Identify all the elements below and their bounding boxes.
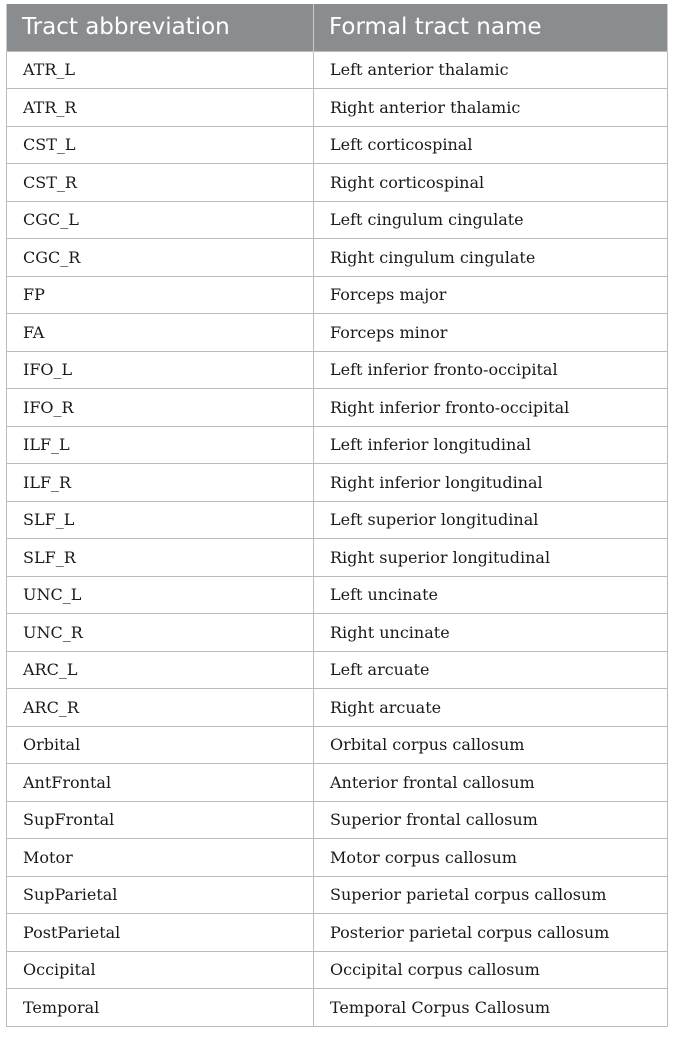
cell-formal-tract-name: Left superior longitudinal [314, 501, 668, 539]
cell-formal-tract-name: Temporal Corpus Callosum [314, 989, 668, 1027]
cell-formal-tract-name: Motor corpus callosum [314, 839, 668, 877]
cell-tract-abbreviation: ARC_L [7, 651, 314, 689]
cell-tract-abbreviation: ILF_R [7, 464, 314, 502]
cell-formal-tract-name: Superior parietal corpus callosum [314, 876, 668, 914]
cell-formal-tract-name: Left uncinate [314, 576, 668, 614]
cell-tract-abbreviation: IFO_L [7, 351, 314, 389]
cell-tract-abbreviation: SLF_L [7, 501, 314, 539]
cell-tract-abbreviation: CST_R [7, 164, 314, 202]
table-row [7, 801, 668, 839]
table-row [7, 239, 668, 277]
cell-formal-tract-name: Left arcuate [314, 651, 668, 689]
table-row [7, 876, 668, 914]
table-row [7, 614, 668, 652]
cell-tract-abbreviation: SupParietal [7, 876, 314, 914]
cell-formal-tract-name: Right uncinate [314, 614, 668, 652]
table-row [7, 651, 668, 689]
table-row [7, 314, 668, 352]
cell-tract-abbreviation: FA [7, 314, 314, 352]
cell-formal-tract-name: Posterior parietal corpus callosum [314, 914, 668, 952]
table-row [7, 389, 668, 427]
cell-formal-tract-name: Right inferior fronto-occipital [314, 389, 668, 427]
header-formal-tract-name: Formal tract name [314, 4, 668, 51]
cell-formal-tract-name: Anterior frontal callosum [314, 764, 668, 802]
table-row [7, 989, 668, 1027]
cell-tract-abbreviation: UNC_R [7, 614, 314, 652]
cell-formal-tract-name: Left inferior longitudinal [314, 426, 668, 464]
table-row [7, 464, 668, 502]
cell-formal-tract-name: Right superior longitudinal [314, 539, 668, 577]
cell-tract-abbreviation: Occipital [7, 951, 314, 989]
table-body [7, 51, 668, 1026]
cell-tract-abbreviation: Orbital [7, 726, 314, 764]
table-row [7, 126, 668, 164]
table-row [7, 951, 668, 989]
cell-tract-abbreviation: CST_L [7, 126, 314, 164]
cell-formal-tract-name: Orbital corpus callosum [314, 726, 668, 764]
table-row [7, 89, 668, 127]
cell-tract-abbreviation: CGC_R [7, 239, 314, 277]
table-row [7, 51, 668, 89]
table-row [7, 576, 668, 614]
cell-tract-abbreviation: SLF_R [7, 539, 314, 577]
cell-formal-tract-name: Left anterior thalamic [314, 51, 668, 89]
cell-tract-abbreviation: ILF_L [7, 426, 314, 464]
cell-tract-abbreviation: ARC_R [7, 689, 314, 727]
cell-tract-abbreviation: ATR_R [7, 89, 314, 127]
table-header [7, 4, 668, 51]
cell-formal-tract-name: Forceps major [314, 276, 668, 314]
cell-formal-tract-name: Right inferior longitudinal [314, 464, 668, 502]
cell-tract-abbreviation: CGC_L [7, 201, 314, 239]
cell-formal-tract-name: Right anterior thalamic [314, 89, 668, 127]
cell-formal-tract-name: Right arcuate [314, 689, 668, 727]
cell-formal-tract-name: Occipital corpus callosum [314, 951, 668, 989]
tract-table [6, 4, 668, 1027]
table-row [7, 726, 668, 764]
table-row [7, 276, 668, 314]
table-row [7, 914, 668, 952]
table-row [7, 539, 668, 577]
table-row [7, 426, 668, 464]
cell-formal-tract-name: Right corticospinal [314, 164, 668, 202]
cell-formal-tract-name: Left corticospinal [314, 126, 668, 164]
header-row [7, 4, 668, 51]
cell-tract-abbreviation: SupFrontal [7, 801, 314, 839]
cell-tract-abbreviation: Motor [7, 839, 314, 877]
cell-tract-abbreviation: IFO_R [7, 389, 314, 427]
cell-tract-abbreviation: FP [7, 276, 314, 314]
table-row [7, 764, 668, 802]
table-row [7, 164, 668, 202]
cell-tract-abbreviation: UNC_L [7, 576, 314, 614]
cell-formal-tract-name: Left inferior fronto-occipital [314, 351, 668, 389]
cell-formal-tract-name: Superior frontal callosum [314, 801, 668, 839]
table-row [7, 689, 668, 727]
cell-tract-abbreviation: Temporal [7, 989, 314, 1027]
cell-tract-abbreviation: AntFrontal [7, 764, 314, 802]
cell-tract-abbreviation: PostParietal [7, 914, 314, 952]
cell-formal-tract-name: Right cingulum cingulate [314, 239, 668, 277]
table-row [7, 201, 668, 239]
header-tract-abbreviation: Tract abbreviation [7, 4, 314, 51]
table-row [7, 839, 668, 877]
table-row [7, 351, 668, 389]
cell-formal-tract-name: Left cingulum cingulate [314, 201, 668, 239]
cell-tract-abbreviation: ATR_L [7, 51, 314, 89]
table-row [7, 501, 668, 539]
cell-formal-tract-name: Forceps minor [314, 314, 668, 352]
